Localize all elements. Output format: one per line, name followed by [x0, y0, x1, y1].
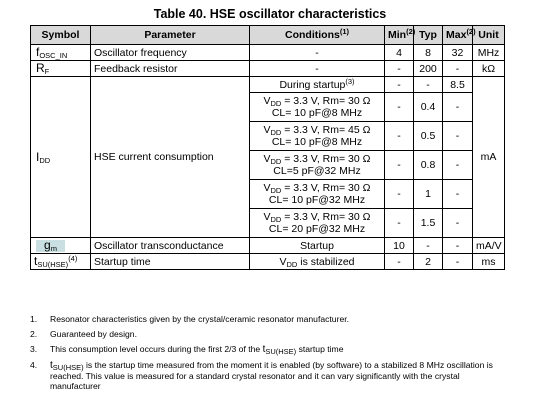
- unit-cell: ms: [473, 254, 505, 270]
- footnote: 2. Guaranteed by design.: [30, 329, 137, 339]
- table-row: [31, 45, 505, 61]
- max-cell: -: [443, 209, 473, 238]
- max-cell: -: [443, 180, 473, 209]
- unit-cell: mA: [473, 77, 505, 238]
- header-max: Max$^{(2)}$: [443, 26, 473, 45]
- conditions-cell: $V_{DD} = 3.3$ V, Rm= 45 Ω CL= 10 pF@8 MHz: [250, 122, 385, 151]
- unit-cell: kΩ: [473, 61, 505, 77]
- parameter-cell: Feedback resistor: [91, 61, 250, 77]
- min-cell: -: [385, 209, 414, 238]
- footnote: 3. This consumption level occurs during the first 2/3 of the $t_{SU(HSE)}$ startup time: [30, 344, 344, 356]
- hse-oscillator-table: [30, 25, 505, 270]
- footnotes: [30, 314, 508, 396]
- max-cell: -: [443, 254, 473, 270]
- typ-cell: 0.5: [414, 122, 443, 151]
- unit-cell: mA/V: [473, 238, 505, 254]
- typ-cell: 0.8: [414, 151, 443, 180]
- table-row: [31, 238, 505, 254]
- typ-cell: 1.5: [414, 209, 443, 238]
- typ-cell: 0.4: [414, 93, 443, 122]
- symbol-cell: $R_F$: [31, 61, 91, 77]
- footnote: 1. Resonator characteristics given by the crystal/ceramic resonator manufacturer.: [30, 314, 349, 324]
- header-symbol: Symbol: [31, 26, 91, 45]
- typ-cell: 1: [414, 180, 443, 209]
- conditions-cell: $V_{DD} = 3.3$ V, Rm= 30 Ω CL= 10 pF@32 MHz: [250, 180, 385, 209]
- conditions-cell: During startup$^{(3)}$: [250, 77, 385, 93]
- min-cell: 10: [385, 238, 414, 254]
- header-conditions: Conditions$^{(1)}$: [250, 26, 385, 45]
- max-cell: 8.5: [443, 77, 473, 93]
- conditions-cell: $V_{DD} = 3.3$ V, Rm= 30 Ω CL= 20 pF@32 MHz: [250, 209, 385, 238]
- min-cell: -: [385, 122, 414, 151]
- table-title: Table 40. HSE oscillator characteristics: [153, 7, 387, 21]
- header-min: Min$^{(2)}$: [385, 26, 414, 45]
- symbol-cell: $I_{DD}$: [31, 77, 91, 238]
- min-cell: -: [385, 93, 414, 122]
- unit-cell: MHz: [473, 45, 505, 61]
- min-cell: -: [385, 77, 414, 93]
- typ-cell: 8: [414, 45, 443, 61]
- max-cell: 32: [443, 45, 473, 61]
- typ-cell: -: [414, 77, 443, 93]
- max-cell: -: [443, 122, 473, 151]
- max-cell: -: [443, 151, 473, 180]
- parameter-cell: Startup time: [91, 254, 250, 270]
- conditions-cell: $V_{DD} = 3.3$ V, Rm= 30 Ω CL= 10 pF@8 MHz: [250, 93, 385, 122]
- typ-cell: 2: [414, 254, 443, 270]
- header-parameter: Parameter: [91, 26, 250, 45]
- max-cell: -: [443, 93, 473, 122]
- symbol-cell: $g_m$: [31, 238, 91, 254]
- table-row: [31, 77, 505, 93]
- header-typ: Typ: [414, 26, 443, 45]
- header-unit: Unit: [473, 26, 505, 45]
- conditions-cell: -: [250, 61, 385, 77]
- symbol-cell: $t_{SU(HSE)}^{(4)}$: [31, 254, 91, 270]
- min-cell: -: [385, 151, 414, 180]
- table-row: [31, 61, 505, 77]
- table-row: [31, 254, 505, 270]
- conditions-cell: $V_{DD} = 3.3$ V, Rm= 30 Ω CL=5 pF@32 MHz: [250, 151, 385, 180]
- footnote: 4. $t_{SU(HSE)}$ is the startup time measured from the moment it is enabled (by software) to a stabilized 8 MHz oscillation is reached. This value is measured for a standard crystal resonator and it can vary significantly with the crystal manufacturer: [30, 360, 493, 391]
- conditions-cell: -: [250, 45, 385, 61]
- typ-cell: -: [414, 238, 443, 254]
- conditions-cell: Startup: [250, 238, 385, 254]
- symbol-cell: $f_{OSC\_IN}$: [31, 45, 91, 61]
- parameter-cell: Oscillator frequency: [91, 45, 250, 61]
- min-cell: -: [385, 61, 414, 77]
- header-row: [31, 26, 505, 45]
- conditions-cell: $V_{DD}$ is stabilized: [250, 254, 385, 270]
- max-cell: -: [443, 238, 473, 254]
- max-cell: -: [443, 61, 473, 77]
- parameter-cell: HSE current consumption: [91, 77, 250, 238]
- min-cell: -: [385, 254, 414, 270]
- min-cell: 4: [385, 45, 414, 61]
- parameter-cell: Oscillator transconductance: [91, 238, 250, 254]
- min-cell: -: [385, 180, 414, 209]
- typ-cell: 200: [414, 61, 443, 77]
